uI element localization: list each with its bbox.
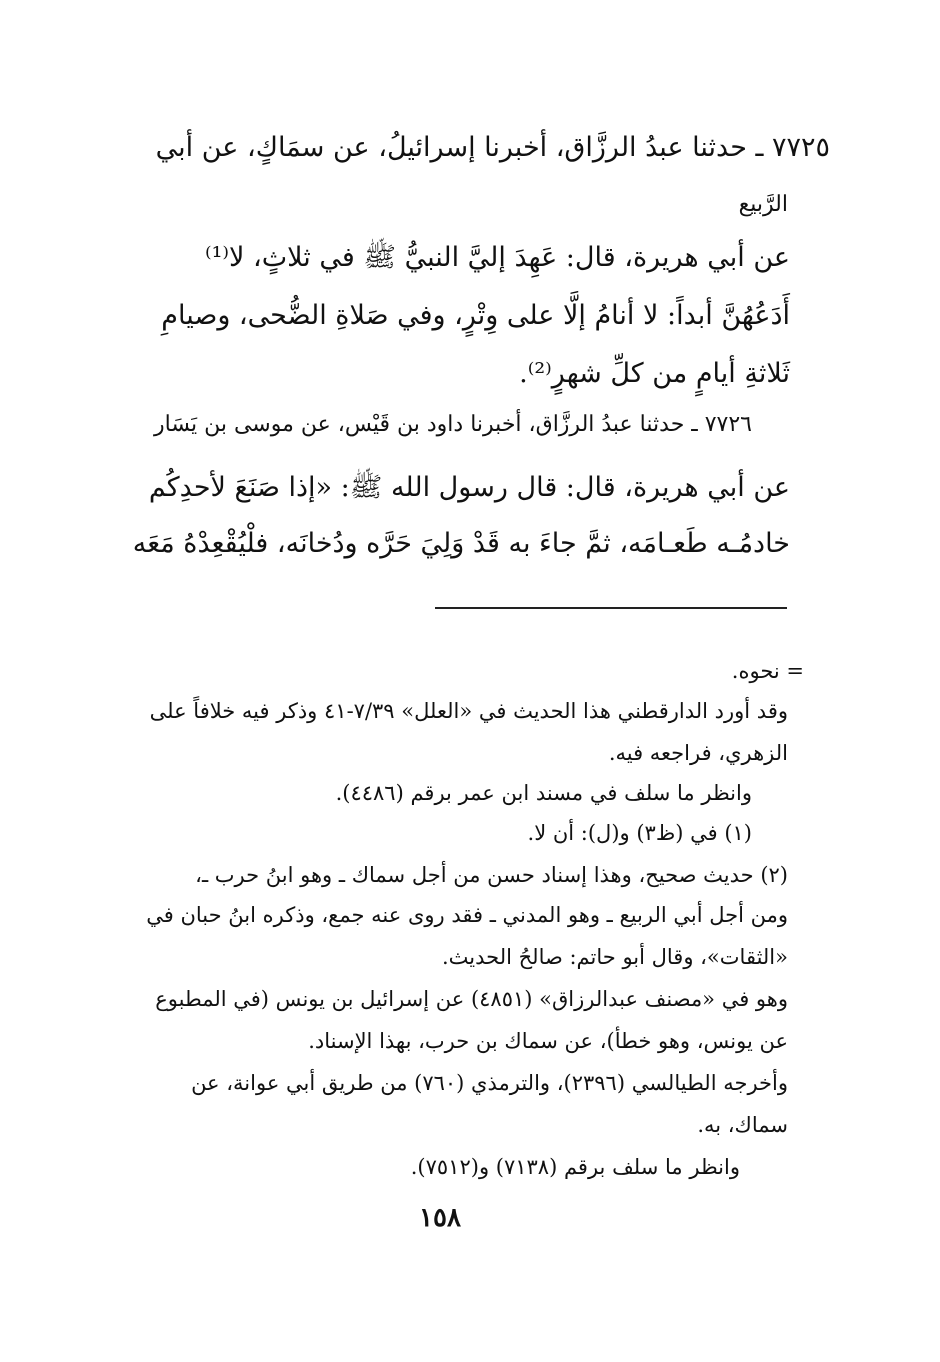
hadith-7726-isnad-line: ٧٧٢٦ ـ حدثنا عبدُ الرزَّاق، أخبرنا داود بن قَيْس، عن موسى بن يَسَار <box>154 412 752 437</box>
footnote-line: وقد أورد الدارقطني هذا الحديث في «العلل» ٧/٣٩-٤١ وذكر فيه خلافاً على <box>149 699 788 723</box>
footnote-1: (١) في (ظ٣) و(ل): أن لا. <box>527 821 752 845</box>
footnote-line: ومن أجل أبي الربيع ـ وهو المدني ـ فقد روى عنه جمع، وذكره ابنُ حبان في <box>146 903 788 927</box>
footnote-line: سماك، به. <box>697 1113 788 1137</box>
hadith-7725-matn-line-2: أَدَعُهُنَّ أبداً: لا أنامُ إلَّا على وِتْرٍ، وفي صَلاةِ الضُّحى، وصيامِ <box>161 300 790 331</box>
page-number: ١٥٨ <box>419 1203 461 1233</box>
hadith-7725-matn-line-3: ثَلاثةِ أيامٍ من كلِّ شهرٍ⁽²⁾. <box>519 358 790 389</box>
hadith-7725-matn-line-1: عن أبي هريرة، قال: عَهِدَ إليَّ النبيُّ ﷺ في ثلاثٍ، لا⁽¹⁾ <box>204 242 790 273</box>
footnote-line: «الثقات»، وقال أبو حاتم: صالحُ الحديث. <box>442 945 788 969</box>
footnote-line: عن يونس، وهو خطأ)، عن سماك بن حرب، بهذا الإسناد. <box>308 1029 788 1053</box>
footnote-line: الزهري، فراجعه فيه. <box>608 741 788 765</box>
hadith-7726-matn-line-2: خادمُـه طَعـامَه، ثمَّ جاءَ به قَدْ وَلِيَ حَرَّه ودُخانَه، فلْيُقْعِدْهُ مَعَه <box>132 528 790 559</box>
footnote-separator <box>435 607 787 609</box>
footnote-continuation: = نحوه. <box>731 659 804 683</box>
hadith-7725-isnad-continuation: الرَّبيع <box>738 192 788 217</box>
footnote-line: وانظر ما سلف في مسند ابن عمر برقم (٤٤٨٦). <box>335 781 752 805</box>
footnote-line: وأخرجه الطيالسي (٢٣٩٦)، والترمذي (٧٦٠) من طريق أبي عوانة، عن <box>191 1071 788 1095</box>
footnote-line: وانظر ما سلف برقم (٧١٣٨) و(٧٥١٢). <box>410 1155 740 1179</box>
hadith-7726-matn-line-1: عن أبي هريرة، قال: قال رسول الله ﷺ: «إذا صَنَعَ لأحدِكُم <box>148 472 790 503</box>
hadith-7725-isnad-line: ٧٧٢٥ ـ حدثنا عبدُ الرزَّاق، أخبرنا إسرائيلُ، عن سمَاكٍ، عن أبي <box>155 132 830 163</box>
footnote-line: وهو في «مصنف عبدالرزاق» (٤٨٥١) عن إسرائيل بن يونس (في المطبوع <box>155 987 788 1011</box>
footnote-2: (٢) حديث صحيح، وهذا إسناد حسن من أجل سماك ـ وهو ابنُ حرب ـ، <box>195 863 788 887</box>
